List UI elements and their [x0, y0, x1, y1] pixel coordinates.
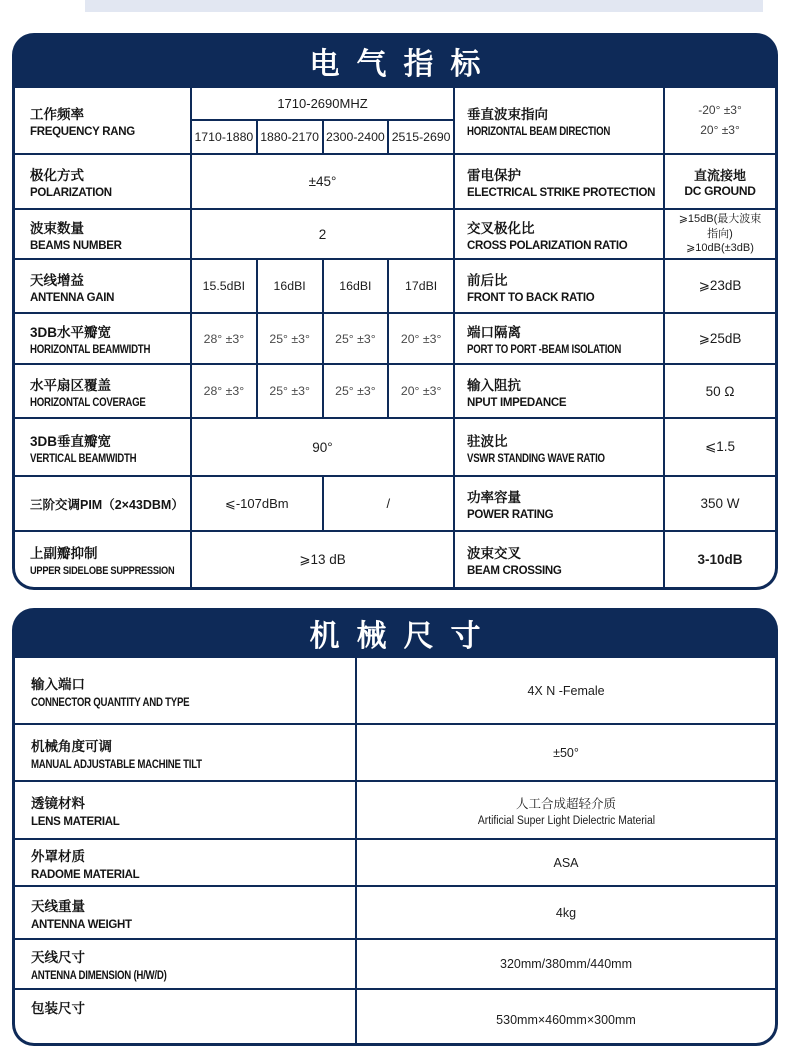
label-cell — [453, 365, 663, 417]
label-cn: 驻波比 — [467, 433, 508, 449]
gain-cell: 17dBI — [387, 260, 453, 312]
value-line: ⩾10dB(±3dB) — [686, 242, 754, 255]
band-cell: 2300-2400 — [322, 121, 388, 153]
row-frequency — [15, 88, 775, 153]
label-cn: 机械角度可调 — [31, 738, 112, 754]
value-cell: ±50° — [355, 725, 775, 780]
mechanical-title: 机械尺寸 — [309, 620, 498, 653]
label-cell — [15, 155, 190, 208]
value-cell: ⩾25dB — [663, 314, 775, 363]
deg-cell: 25° ±3° — [256, 365, 322, 417]
label-cn: 水平扇区覆盖 — [30, 377, 111, 393]
label-cn: 包装尺寸 — [31, 1001, 85, 1016]
row-packing-dimension — [15, 988, 775, 1043]
label-en: FRONT TO BACK RATIO — [467, 291, 595, 304]
value-cell — [663, 155, 775, 208]
label-cell — [15, 365, 190, 417]
value-cell: 350 W — [663, 477, 775, 530]
value-line: 指向) — [707, 227, 733, 240]
label-en: ANTENNA DIMENSION (H/W/D) — [31, 970, 167, 982]
label-en: POLARIZATION — [30, 187, 112, 199]
row-tilt — [15, 723, 775, 780]
value-cell: 530mm×460mm×300mm — [355, 990, 775, 1043]
value-line: DC GROUND — [684, 184, 756, 198]
value-cell: 320mm/380mm/440mm — [355, 940, 775, 988]
deg-cell: 25° ±3° — [256, 314, 322, 363]
row-beams-number — [15, 208, 775, 258]
mechanical-spec-table — [12, 608, 778, 1046]
label-en: LENS MATERIAL — [31, 816, 120, 828]
label-cell — [15, 940, 355, 988]
label-cn: 3DB垂直瓣宽 — [30, 433, 112, 449]
label-en: UPPER SIDELOBE SUPPRESSION — [30, 565, 175, 577]
pim-value: ⩽-107dBm — [224, 495, 289, 511]
label-en: ANTENNA WEIGHT — [31, 918, 132, 931]
label-cell — [15, 260, 190, 312]
row-connector — [15, 658, 775, 723]
label-cn: 波束数量 — [30, 220, 84, 236]
value-cell: 4X N -Female — [355, 658, 775, 723]
mechanical-header — [12, 608, 778, 658]
mechanical-body — [12, 658, 778, 1046]
gain-cell: 16dBI — [322, 260, 388, 312]
label-cell — [453, 419, 663, 475]
label-cn: 雷电保护 — [467, 168, 521, 183]
label-en: VERTICAL BEAMWIDTH — [30, 452, 137, 465]
band-cell: 2515-2690 — [387, 121, 453, 153]
row-antenna-gain — [15, 258, 775, 312]
value-cell: ±45° — [190, 155, 453, 208]
label-cn: 极化方式 — [30, 168, 84, 183]
label-cell — [15, 477, 190, 530]
label-en: BEAM CROSSING — [467, 565, 562, 577]
value-cell: 50 Ω — [663, 365, 775, 417]
deg-cell: 25° ±3° — [322, 365, 388, 417]
label-en: POWER RATING — [467, 509, 554, 521]
frequency-range: 1710-2690MHZ — [192, 88, 453, 121]
label-en: FREQUENCY RANG — [30, 126, 135, 138]
label-cell — [453, 155, 663, 208]
frequency-bands — [192, 121, 453, 153]
value-cell — [663, 88, 775, 153]
label-cn: 3DB水平瓣宽 — [30, 325, 112, 340]
label-cell — [15, 658, 355, 723]
label-en: MANUAL ADJUSTABLE MACHINE TILT — [31, 758, 202, 771]
deg-cell: 28° ±3° — [203, 384, 245, 398]
row-antenna-dimension — [15, 938, 775, 988]
label-cn: 上副瓣抑制 — [30, 546, 98, 561]
pim-na: / — [322, 477, 454, 530]
label-cn: 波束交叉 — [467, 546, 521, 561]
label-en: HORIZONTAL BEAMWIDTH — [30, 344, 151, 356]
row-sidelobe — [15, 530, 775, 587]
coverage-cells — [192, 365, 453, 417]
value-line: 直流接地 — [693, 168, 746, 183]
top-strip — [85, 0, 763, 12]
label-cell — [453, 314, 663, 363]
label-cell — [15, 990, 355, 1043]
label-cell — [15, 419, 190, 475]
value-line: 20° ±3° — [700, 122, 740, 137]
label-cn: 天线重量 — [31, 898, 85, 914]
row-pim — [15, 475, 775, 530]
row-horizontal-beamwidth — [15, 312, 775, 363]
label-cell — [453, 477, 663, 530]
gain-cell: 16dBI — [256, 260, 322, 312]
gain-cells — [192, 260, 453, 312]
label-cn: 端口隔离 — [467, 325, 521, 340]
label-cell — [15, 88, 190, 153]
label-en: BEAMS NUMBER — [30, 239, 122, 252]
value-cell — [663, 210, 775, 258]
deg-cell: 20° ±3° — [387, 314, 453, 363]
label-en: ELECTRICAL STRIKE PROTECTION — [467, 187, 656, 199]
label-cn: 输入端口 — [31, 676, 85, 692]
value-cell: 3-10dB — [663, 532, 775, 587]
value-cell: 2 — [190, 210, 453, 258]
gain-values — [190, 260, 453, 312]
value-cell: ⩽1.5 — [663, 419, 775, 475]
label-en: NPUT IMPEDANCE — [467, 396, 567, 409]
row-polarization — [15, 153, 775, 208]
value-cell: 90° — [190, 419, 453, 475]
electrical-spec-table — [12, 33, 778, 590]
label-en: HORIZONTAL BEAM DIRECTION — [467, 126, 611, 138]
label-cell — [15, 314, 190, 363]
label-cell — [453, 88, 663, 153]
value-cell: 4kg — [355, 887, 775, 938]
electrical-header — [12, 33, 778, 88]
label-cell — [15, 840, 355, 885]
coverage-values — [190, 365, 453, 417]
electrical-title: 电气指标 — [309, 47, 498, 81]
band-cell: 1710-1880 — [194, 130, 254, 144]
row-lens-material — [15, 780, 775, 838]
value-cell: ⩾23dB — [663, 260, 775, 312]
deg-cell: 25° ±3° — [322, 314, 388, 363]
band-cell: 1880-2170 — [256, 121, 322, 153]
label-cell — [15, 782, 355, 838]
label-cell — [453, 260, 663, 312]
label-en: RADOME MATERIAL — [31, 868, 140, 881]
label-en: VSWR STANDING WAVE RATIO — [467, 452, 605, 465]
label-en: CONNECTOR QUANTITY AND TYPE — [31, 696, 190, 709]
label-cell — [453, 210, 663, 258]
label-cn: 透镜材料 — [31, 796, 85, 811]
value-cell: ⩾13 dB — [190, 532, 453, 587]
label-cn: 前后比 — [467, 272, 508, 288]
label-cell — [15, 887, 355, 938]
label-en: PORT TO PORT -BEAM ISOLATION — [467, 344, 622, 356]
frequency-values — [190, 88, 453, 153]
label-en: CROSS POLARIZATION RATIO — [467, 239, 628, 252]
pim-values — [190, 477, 453, 530]
value-line: -20° ±3° — [698, 103, 742, 118]
label-cn: 外罩材质 — [31, 848, 85, 864]
label-cn: 天线尺寸 — [31, 950, 85, 965]
row-antenna-weight — [15, 885, 775, 938]
gain-cell: 15.5dBI — [202, 279, 246, 293]
label-cn: 功率容量 — [467, 490, 521, 505]
label-cn: 交叉极化比 — [467, 220, 535, 236]
value-cell — [355, 782, 775, 838]
label-cell — [453, 532, 663, 587]
row-radome-material — [15, 838, 775, 885]
label-en: ANTENNA GAIN — [30, 291, 115, 304]
label-cn: 天线增益 — [30, 272, 84, 288]
label-cell — [15, 532, 190, 587]
deg-cell: 28° ±3° — [203, 331, 245, 346]
beamwidth-values — [190, 314, 453, 363]
value-line: 人工合成超轻介质 — [515, 796, 616, 811]
label-cn: 工作频率 — [30, 107, 84, 122]
deg-cell: 20° ±3° — [387, 365, 453, 417]
beamwidth-cells — [192, 314, 453, 363]
label-cell — [15, 725, 355, 780]
label-cn: 输入阻抗 — [467, 377, 521, 393]
label-cn: 三阶交调PIM（2×43DBM） — [30, 497, 184, 512]
row-horizontal-coverage — [15, 363, 775, 417]
row-vertical-beamwidth — [15, 417, 775, 475]
electrical-body — [12, 88, 778, 590]
pim-cells — [192, 477, 453, 530]
label-en: HORIZONTAL COVERAGE — [30, 396, 146, 409]
value-cell: ASA — [355, 840, 775, 885]
label-cn: 垂直波束指向 — [467, 107, 548, 122]
value-line: Artificial Super Light Dielectric Material — [477, 814, 655, 827]
value-line: ⩾15dB(最大波束 — [678, 212, 762, 225]
label-cell — [15, 210, 190, 258]
